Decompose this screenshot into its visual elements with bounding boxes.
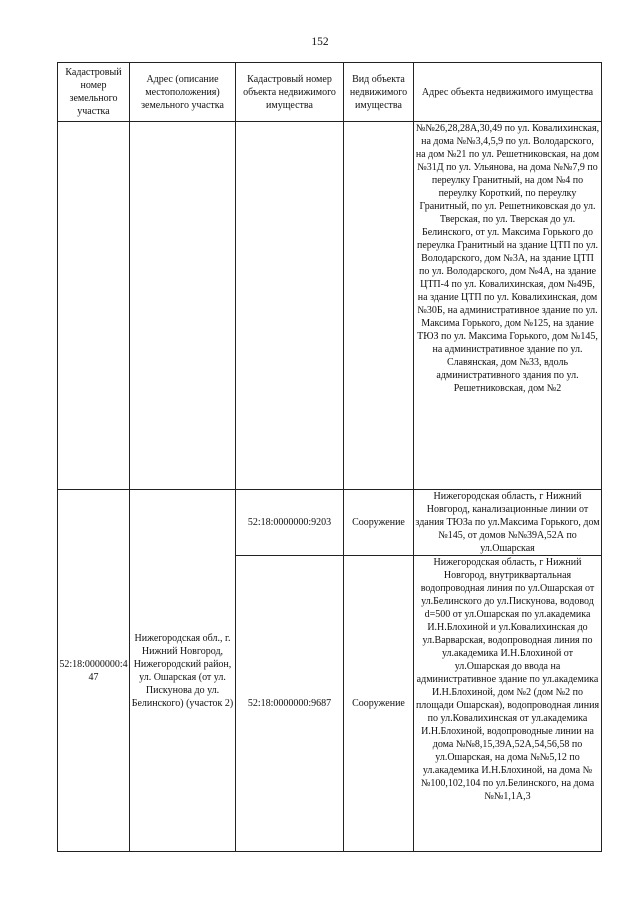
object-kind: Сооружение: [344, 556, 414, 852]
table-row-continued: [58, 122, 602, 490]
continued-object-address: №№26,28,28А,30,49 по ул. Ковалихинская, на дома №№3,4,5,9 по ул. Володарского, на дом №21 по ул. Решетниковская, на дом №31Д по ул. Ульянова, на дома №№7,9 по переулку Гранитный, на дом №4 по переулку Короткий, по переулку Гранитный, по ул. Решетниковская до ул. Тверская, по ул. Тверская до ул. Белинского, от ул. Максима Горького до переулка Гранитный на здание ЦТП по ул. Володарского, дом №3А, на здание ЦТП по ул. Володарского, дом №4А, на здание ЦТП-4 по ул. Ковалихинская, дом №49Б, на здание ЦТП по ул. Ковалихинская, дом №30Б, на административное здание по ул. Максима Горького, дом №125, на здание ТЮЗ по ул. Максима Горького, дом №145, на административное здание по ул. Славянская, дом №33, вдоль административного здания по ул. Решетниковская, дом №2: [414, 122, 602, 490]
table-header-row: [58, 63, 602, 122]
object-cadastral-number: 52:18:0000000:9203: [236, 490, 344, 556]
header-object-kind: Вид объекта недвижимого имущества: [344, 63, 414, 122]
land-cadastral-number: 52:18:0000000:447: [58, 490, 130, 852]
header-land-cadastral: Кадастровый номер земельного участка: [58, 63, 130, 122]
continued-land-address: [130, 122, 236, 490]
continued-land-cadastral: [58, 122, 130, 490]
page-number: 152: [311, 36, 329, 48]
header-land-address: Адрес (описание местоположения) земельного участка: [130, 63, 236, 122]
object-address: Нижегородская область, г Нижний Новгород, внутриквартальная водопроводная линия по ул.Ошарская от ул.Белинского до ул.Пискунова, водовод d=500 от ул.Ошарская по ул.академика И.Н.Блохиной и ул.Ковалихинская до ул.Варварская, водопроводная линия по ул.академика И.Н.Блохиной от ул.Ошарская до ввода на административное здание по ул.академика И.Н.Блохиной, дом №2 (дом №2 по площади Ошарская), водопроводная линия по ул.Ковалихинская от ул.академика И.Н.Блохиной, водопроводные линии на дома №№8,15,39А,52А,54,56,58 по ул.Ошарская, на дома №№5,12 по ул.академика И.Н.Блохиной, на дома №№100,102,104 по ул.Белинского, на дома №№1,1А,3: [414, 556, 602, 852]
continued-object-cadastral: [236, 122, 344, 490]
land-address: Нижегородская обл., г. Нижний Новгород, Нижегородский район, ул. Ошарская (от ул. Пискунова до ул. Белинского) (участок 2): [130, 490, 236, 852]
header-object-address: Адрес объекта недвижимого имущества: [414, 63, 602, 122]
object-address: Нижегородская область, г Нижний Новгород, канализационные линии от здания ТЮЗа по ул.Максима Горького, дом №145, от домов №№39А,52А по ул.Ошарская: [415, 491, 600, 554]
register-table: [57, 62, 602, 852]
header-object-cadastral: Кадастровый номер объекта недвижимого имущества: [236, 63, 344, 122]
continued-object-kind: [344, 122, 414, 490]
object-cadastral-number: 52:18:0000000:9687: [236, 556, 344, 852]
object-kind: Сооружение: [344, 490, 414, 556]
table-row: [58, 490, 602, 556]
